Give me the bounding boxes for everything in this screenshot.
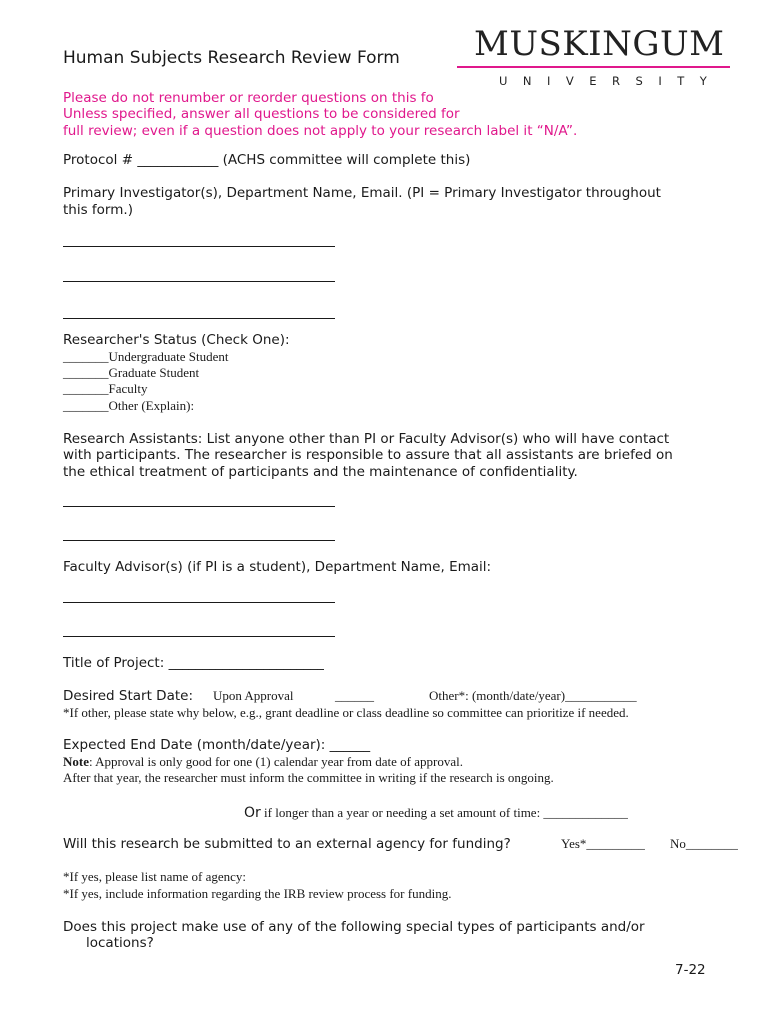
instruction-line-3: full review; even if a question does not apply to your research label it “N/A”. [63,123,578,139]
protocol-label: Protocol # [63,152,134,168]
note-text: : Approval is only good for one (1) calendar year from date of approval. [89,754,463,769]
status-option-graduate[interactable]: _______Graduate Student [63,365,200,380]
assistants-prompt-line-1: Research Assistants: List anyone other than PI or Faculty Advisor(s) who will have contact [63,431,670,447]
start-date-other[interactable]: Other*: (month/date/year)___________ [429,688,637,703]
end-date-or-row[interactable] [244,802,628,821]
logo-divider [457,66,730,68]
assistants-entry-line-2[interactable] [63,540,335,541]
or-word: Or [244,805,261,821]
end-date-blank[interactable]: ______ [329,737,371,753]
end-date-label: Expected End Date (month/date/year): [63,737,326,753]
funding-note-2: *If yes, include information regarding the IRB review process for funding. [63,886,452,901]
assistants-prompt-line-2: with participants. The researcher is responsible to assure that all assistants are briefed on [63,447,673,463]
start-date-upon-approval: Upon Approval [213,688,294,703]
logo-university: UNIVERSITY [499,74,723,88]
instruction-line-1: Please do not renumber or reorder questions on this fo [63,90,434,106]
end-date-note [63,754,463,770]
assistants-entry-line-1[interactable] [63,506,335,507]
special-participants-line-1: Does this project make use of any of the following special types of participants and/or [63,919,645,935]
end-date-row [63,737,370,753]
status-option-other[interactable]: _______Other (Explain): [63,398,195,413]
pi-prompt-line-2: this form.) [63,202,133,218]
muskingum-logo: MUSKINGUM [474,24,725,64]
project-title-blank[interactable]: _______________________ [168,655,324,671]
funding-yes[interactable]: Yes*_________ [561,836,645,851]
faculty-advisor-prompt: Faculty Advisor(s) (if PI is a student), Department Name, Email: [63,559,492,575]
start-date-upon-blank[interactable]: ______ [335,688,374,703]
pi-prompt-line-1: Primary Investigator(s), Department Name, Email. (PI = Primary Investigator throughout [63,185,661,201]
pi-entry-line-2[interactable] [63,281,335,282]
assistants-prompt-line-3: the ethical treatment of participants and the maintenance of confidentiality. [63,464,578,480]
faculty-advisor-entry-line-1[interactable] [63,602,335,603]
pi-entry-line-3[interactable] [63,318,335,319]
start-date-label: Desired Start Date: [63,688,193,704]
instruction-line-2: Unless specified, answer all questions to be considered for [63,106,460,122]
funding-no[interactable]: No________ [670,836,738,851]
status-option-undergraduate[interactable]: _______Undergraduate Student [63,349,229,364]
status-heading: Researcher's Status (Check One): [63,332,290,348]
protocol-note: (ACHS committee will complete this) [222,152,471,168]
end-date-note-2: After that year, the researcher must inform the committee in writing if the research is ongoing. [63,770,554,785]
protocol-row [63,152,470,168]
protocol-blank[interactable]: ____________ [137,152,219,168]
funding-question: Will this research be submitted to an external agency for funding? [63,836,511,852]
note-bold: Note [63,754,89,769]
pi-entry-line-1[interactable] [63,246,335,247]
form-title: Human Subjects Research Review Form [63,48,400,68]
or-rest: if longer than a year or needing a set amount of time: _____________ [260,805,628,820]
project-title-label: Title of Project: [63,655,165,671]
status-option-faculty[interactable]: _______Faculty [63,381,148,396]
start-date-note: *If other, please state why below, e.g., grant deadline or class deadline so committee can prioritize if needed. [63,705,629,720]
faculty-advisor-entry-line-2[interactable] [63,636,335,637]
page-code: 7-22 [675,962,706,978]
project-title-row [63,655,324,671]
special-participants-line-2: locations? [86,935,154,951]
funding-note-1: *If yes, please list name of agency: [63,869,247,884]
